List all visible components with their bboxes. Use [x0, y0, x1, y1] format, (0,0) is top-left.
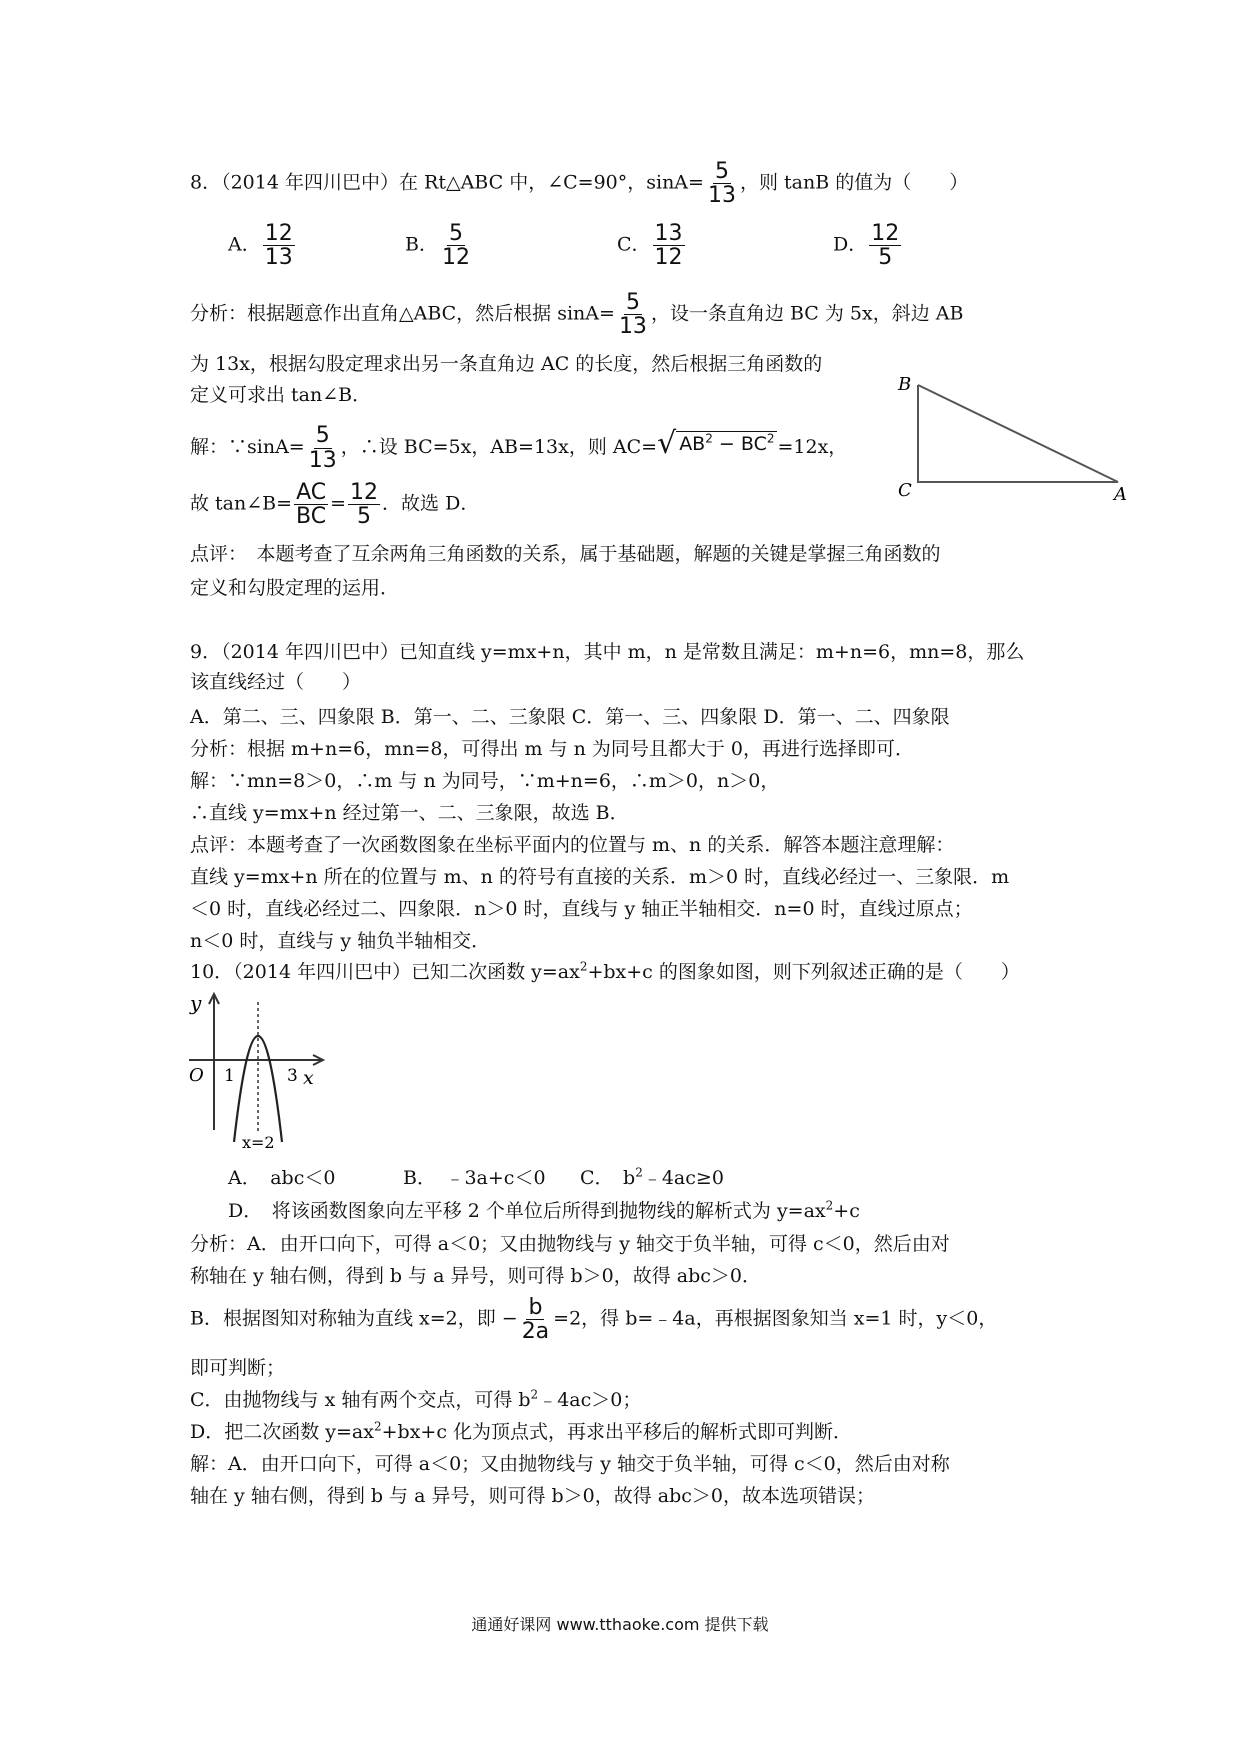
q9-comment-4: n＜0 时，直线与 y 轴负半轴相交． [190, 930, 491, 952]
square-root: √ $AB^2 - BC^2$ [657, 424, 777, 463]
q8-analysis-1: 分析：根据题意作出直角△ABC，然后根据 sinA= $\frac{5}{13}$ ，设一条直角边 BC 为 5x，斜边 AB [190, 290, 964, 340]
tick-label-1: 1 [224, 1066, 235, 1086]
q10-analysis-b: B．根据图知对称轴为直线 x=2，即 − $\frac{b}{2a}$ =2，得 b=﹣4a，再根据图象知当 x=1 时，y＜0， [190, 1295, 998, 1345]
vertex-label-c: C [898, 480, 912, 501]
right-triangle-figure [890, 370, 1135, 515]
q9-options: A．第二、三、四象限 B．第一、二、三象限 C．第一、三、四象限 D．第一、二、四象限 [190, 706, 950, 728]
x-axis-label: x [303, 1067, 314, 1089]
q10-solution-1: 解：A．由开口向下，可得 a＜0；又由抛物线与 y 轴交于负半轴，可得 c＜0，然后由对称 [190, 1453, 950, 1475]
q9-stem-2: 该直线经过（ ） [190, 671, 362, 693]
q8-option-b: B． $\frac{5}{12}$ [405, 221, 470, 271]
q10-analysis-2: 称轴在 y 轴右侧，得到 b 与 a 异号，则可得 b＞0，故得 abc＞0． [190, 1265, 762, 1287]
q9-comment-2: 直线 y=mx+n 所在的位置与 m、n 的符号有直接的关系．m＞0 时，直线必经过一、三象限．m [190, 866, 1010, 888]
q8-option-c: C． $\frac{13}{12}$ [617, 221, 683, 271]
y-axis-label: y [190, 991, 202, 1015]
q10-option-a: A． abc＜0 [228, 1167, 336, 1189]
q8-conclusion: 故 tan∠B= $\frac{AC}{BC}$ = $\frac{12}{5}$ ．故选 D． [190, 480, 480, 530]
q10-solution-2: 轴在 y 轴右侧，得到 b 与 a 异号，则可得 b＞0，故得 abc＞0，故本选项错误； [190, 1485, 876, 1507]
q10-analysis-d: D．把二次函数 $y=ax^2+bx+c$ 化为顶点式，再求出平移后的解析式即可判断． [190, 1419, 853, 1443]
q9-comment-3: ＜0 时，直线必经过二、四象限．n＞0 时，直线与 y 轴正半轴相交．n=0 时，直线过原点； [190, 898, 973, 920]
q8-analysis-3: 定义可求出 tan∠B． [190, 384, 372, 406]
q8-comment-2: 定义和勾股定理的运用． [190, 577, 400, 599]
q10-option-b: B． ﹣3a+c＜0 [403, 1167, 546, 1189]
tick-label-3: 3 [287, 1066, 298, 1086]
q8-stem: 8．（2014 年四川巴中）在 Rt△ABC 中，∠C=90°，sinA= $\frac{5}{13}$ ，则 tanB 的值为（ ） [190, 159, 969, 209]
q8-option-d: D． $\frac{12}{5}$ [833, 221, 900, 271]
q9-comment-1: 点评：本题考查了一次函数图象在坐标平面内的位置与 m、n 的关系．解答本题注意理解： [190, 834, 955, 856]
vertex-label-b: B [898, 374, 912, 395]
vertex-label-a: A [1114, 484, 1127, 505]
q10-option-c: C． $b^2﹣4ac\ge 0$ [580, 1165, 724, 1189]
symmetry-axis-label: x=2 [242, 1133, 275, 1152]
q8-comment-1: 点评： 本题考查了互余两角三角函数的关系，属于基础题，解题的关键是掌握三角函数的 [190, 543, 941, 565]
q9-solution-2: ∴直线 y=mx+n 经过第一、二、三象限，故选 B． [190, 802, 629, 824]
q10-analysis-c: C．由抛物线与 x 轴有两个交点，可得 $b^2﹣4ac>0$； [190, 1387, 642, 1411]
q8-option-a: A． $\frac{12}{13}$ [228, 221, 293, 271]
q10-stem: 10．（2014 年四川巴中）已知二次函数 $y=ax^2+bx+c$ 的图象如图，则下列叙述正确的是（ ） [190, 959, 1020, 983]
q9-solution-1: 解：∵mn=8＞0，∴m 与 n 为同号，∵m+n=6，∴m＞0，n＞0， [190, 770, 780, 792]
q10-analysis-b-2: 即可判断； [190, 1357, 286, 1379]
q10-analysis-1: 分析：A．由开口向下，可得 a＜0；又由抛物线与 y 轴交于负半轴，可得 c＜0，然后由对 [190, 1233, 950, 1255]
q8-solution: 解：∵sinA= $\frac{5}{13}$ ，∴设 BC=5x，AB=13x，则 AC= √ $AB^2 - BC^2$ =12x， [190, 423, 848, 473]
fraction: $\frac{5}{13}$ [707, 159, 736, 209]
page-footer: 通通好课网 www.tthaoke.com 提供下载 [471, 1615, 769, 1634]
q9-analysis: 分析：根据 m+n=6，mn=8，可得出 m 与 n 为同号且都大于 0，再进行选择即可． [190, 738, 915, 760]
origin-label: O [189, 1065, 204, 1086]
q8-analysis-2: 为 13x，根据勾股定理求出另一条直角边 AC 的长度，然后根据三角函数的 [190, 353, 823, 375]
q9-stem-1: 9．（2014 年四川巴中）已知直线 y=mx+n，其中 m，n 是常数且满足：m+n=6，mn=8，那么 [190, 641, 1025, 663]
parabola-graph [185, 990, 335, 1170]
q10-option-d: D． 将该函数图象向左平移 2 个单位后所得到抛物线的解析式为 $y=ax^2+c$ [228, 1198, 860, 1222]
